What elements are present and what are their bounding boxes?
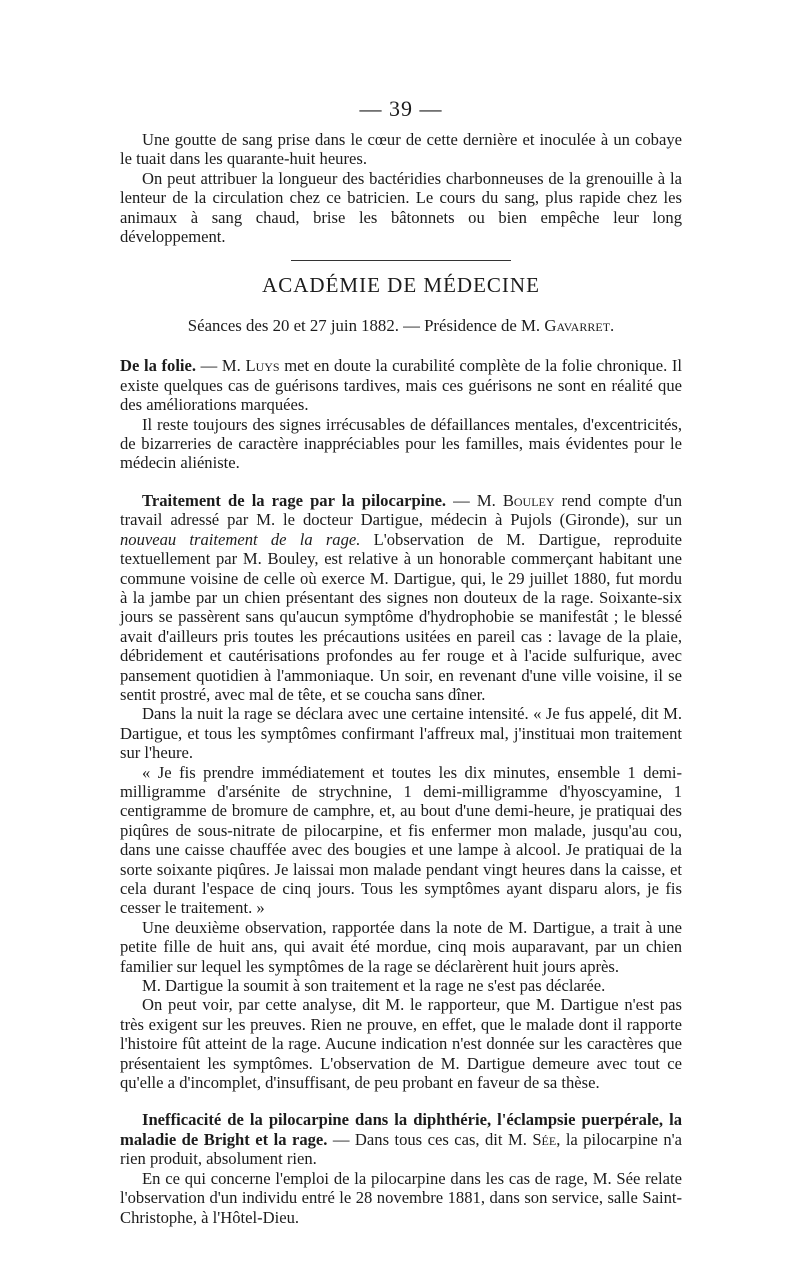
rage-p1-c: L'observation de M. Dartigue, reproduite textuellement par M. Bouley, est relative à un honorable commerçant habitant une commune voisine de celle où exerce M. Dartigue, qui, le 29 juillet 1880, fut mordu à la jambe par un chien présentant des signes non douteux de la rage. Soixante-six jours se passèrent sans qu'aucun symptôme d'hydrophobie se manifestât ; le blessé avait d'ailleurs pris toutes les précautions usitées en pareil cas : lavage de la plaie, débridement et cautérisations profondes au fer rouge et à l'acide sulfurique, avec pansement quotidien à l'ammoniaque. Un soir, en revenant d'une ville voisine, il se sentit prostré, avec mal de tête, et se coucha sans dîner. [120, 529, 682, 704]
session-line [120, 316, 682, 336]
spacer [120, 473, 682, 491]
rage-title: Traitement de la rage par la pilocarpine. [142, 490, 447, 510]
folie-p1-pre: — M. [196, 356, 246, 376]
section-folie [120, 356, 682, 472]
section-divider [291, 260, 511, 261]
rage-paragraph-5: M. Dartigue la soumit à son traitement et la rage ne s'est pas déclarée. [142, 976, 606, 996]
rage-paragraph-2: Dans la nuit la rage se déclara avec une certaine intensité. « Je fus appelé, dit M. Dartigue, et tous les symptômes confirmant l'affreux mal, j'instituai mon traitement sur l'heure. [120, 704, 682, 763]
inefficacite-title: Inefficacité de la pilocarpine dans la diphthérie, l'éclampsie puerpérale, la maladie de Bright et la rage. [120, 1110, 682, 1149]
inefficacite-paragraph-1 [120, 1110, 682, 1168]
inefficacite-author: Sée [532, 1129, 557, 1149]
session-president: Gavarret. [544, 316, 615, 336]
inefficacite-paragraph-2: En ce qui concerne l'emploi de la pilocarpine dans les cas de rage, M. Sée relate l'observation d'un individu entré le 28 novembre 1881, dans son service, salle Saint-Christophe, à l'Hôtel-Dieu. [120, 1168, 682, 1227]
intro-paragraph-1: Une goutte de sang prise dans le cœur de cette dernière et inoculée à un cobaye le tuait dans les quarante-huit heures. [120, 130, 682, 169]
section-inefficacite [120, 1110, 682, 1226]
rage-p1-italic: nouveau traitement de la rage. [120, 529, 361, 549]
intro-paragraph-2: On peut attribuer la longueur des bactéridies charbonneuses de la grenouille à la lenteur de la circulation chez ce batricien. Le cours du sang, plus rapide chez les animaux à sang chaud, brise les bâtonnets ou bien empêche leur long développement. [120, 168, 682, 247]
rage-paragraph-6: On peut voir, par cette analyse, dit M. le rapporteur, que M. Dartigue n'est pas très exigent sur les preuves. Rien ne prouve, en effet, que le malade dont il rapporte l'histoire fût atteint de la rage. Aucune indication n'est donnée sur les caractères que présentaient les symptômes. L'observation de M. Dartigue demeure avec tout ce qu'elle a d'incomplet, d'insuffisant, de peu probant en faveur de sa thèse. [120, 995, 682, 1093]
folie-paragraph-1 [120, 356, 682, 414]
folie-title: De la folie. [120, 356, 197, 376]
rage-paragraph-1 [120, 491, 682, 704]
rage-paragraph-3: « Je fis prendre immédiatement et toutes les dix minutes, ensemble 1 demi-milligramme d'arsénite de strychnine, 1 demi-milligramme d'hyoscyamine, 1 centigramme de bromure de camphre, et, au bout d'une demi-heure, je pratiquai des piqûres de sous-nitrate de pilocarpine, et fis enfermer mon malade, jusqu'au cou, dans une caisse chauffée avec des bougies et une lampe à alcool. Je pratiquai de la sorte soixante piqûres. Je laissai mon malade pendant vingt heures dans la caisse, et cela durant l'espace de cinq jours. Tous les symptômes ayant disparu alors, je fis cesser le traitement. » [120, 762, 682, 918]
section-rage [120, 491, 682, 1093]
inefficacite-p1-a: — Dans tous ces cas, dit M. [327, 1129, 533, 1149]
folie-p1-post: met en doute la curabilité complète de la folie chronique. Il existe quelques cas de guérisons tardives, mais ces guérisons ne sont en réalité que des améliorations marquées. [120, 356, 682, 415]
session-text: Séances des 20 et 27 juin 1882. — Présidence de M. [187, 316, 541, 336]
rage-paragraph-4: Une deuxième observation, rapportée dans la note de M. Dartigue, a trait à une petite fille de huit ans, qui avait été mordue, cinq mois auparavant, par un chien familier sur lequel les symptômes de la rage se déclarèrent huit jours après. [120, 917, 682, 976]
rage-p1-a: — M. [446, 490, 503, 510]
inefficacite-p1-b: , la pilocarpine n'a rien produit, absolument rien. [120, 1129, 682, 1169]
section-heading: ACADÉMIE DE MÉDECINE [262, 273, 540, 298]
folie-author: Luys [245, 356, 280, 376]
spacer [120, 1092, 682, 1110]
rage-author: Bouley [502, 490, 555, 510]
page-number: — 39 — [359, 96, 443, 121]
rage-p1-b: rend compte d'un travail adressé par M. le docteur Dartigue, médecin à Pujols (Gironde), sur un [120, 490, 682, 530]
folie-paragraph-2: Il reste toujours des signes irrécusables de défaillances mentales, d'excentricités, de bizarreries de caractère inappréciables pour les familles, mais évidentes pour le médecin aliéniste. [120, 414, 682, 473]
